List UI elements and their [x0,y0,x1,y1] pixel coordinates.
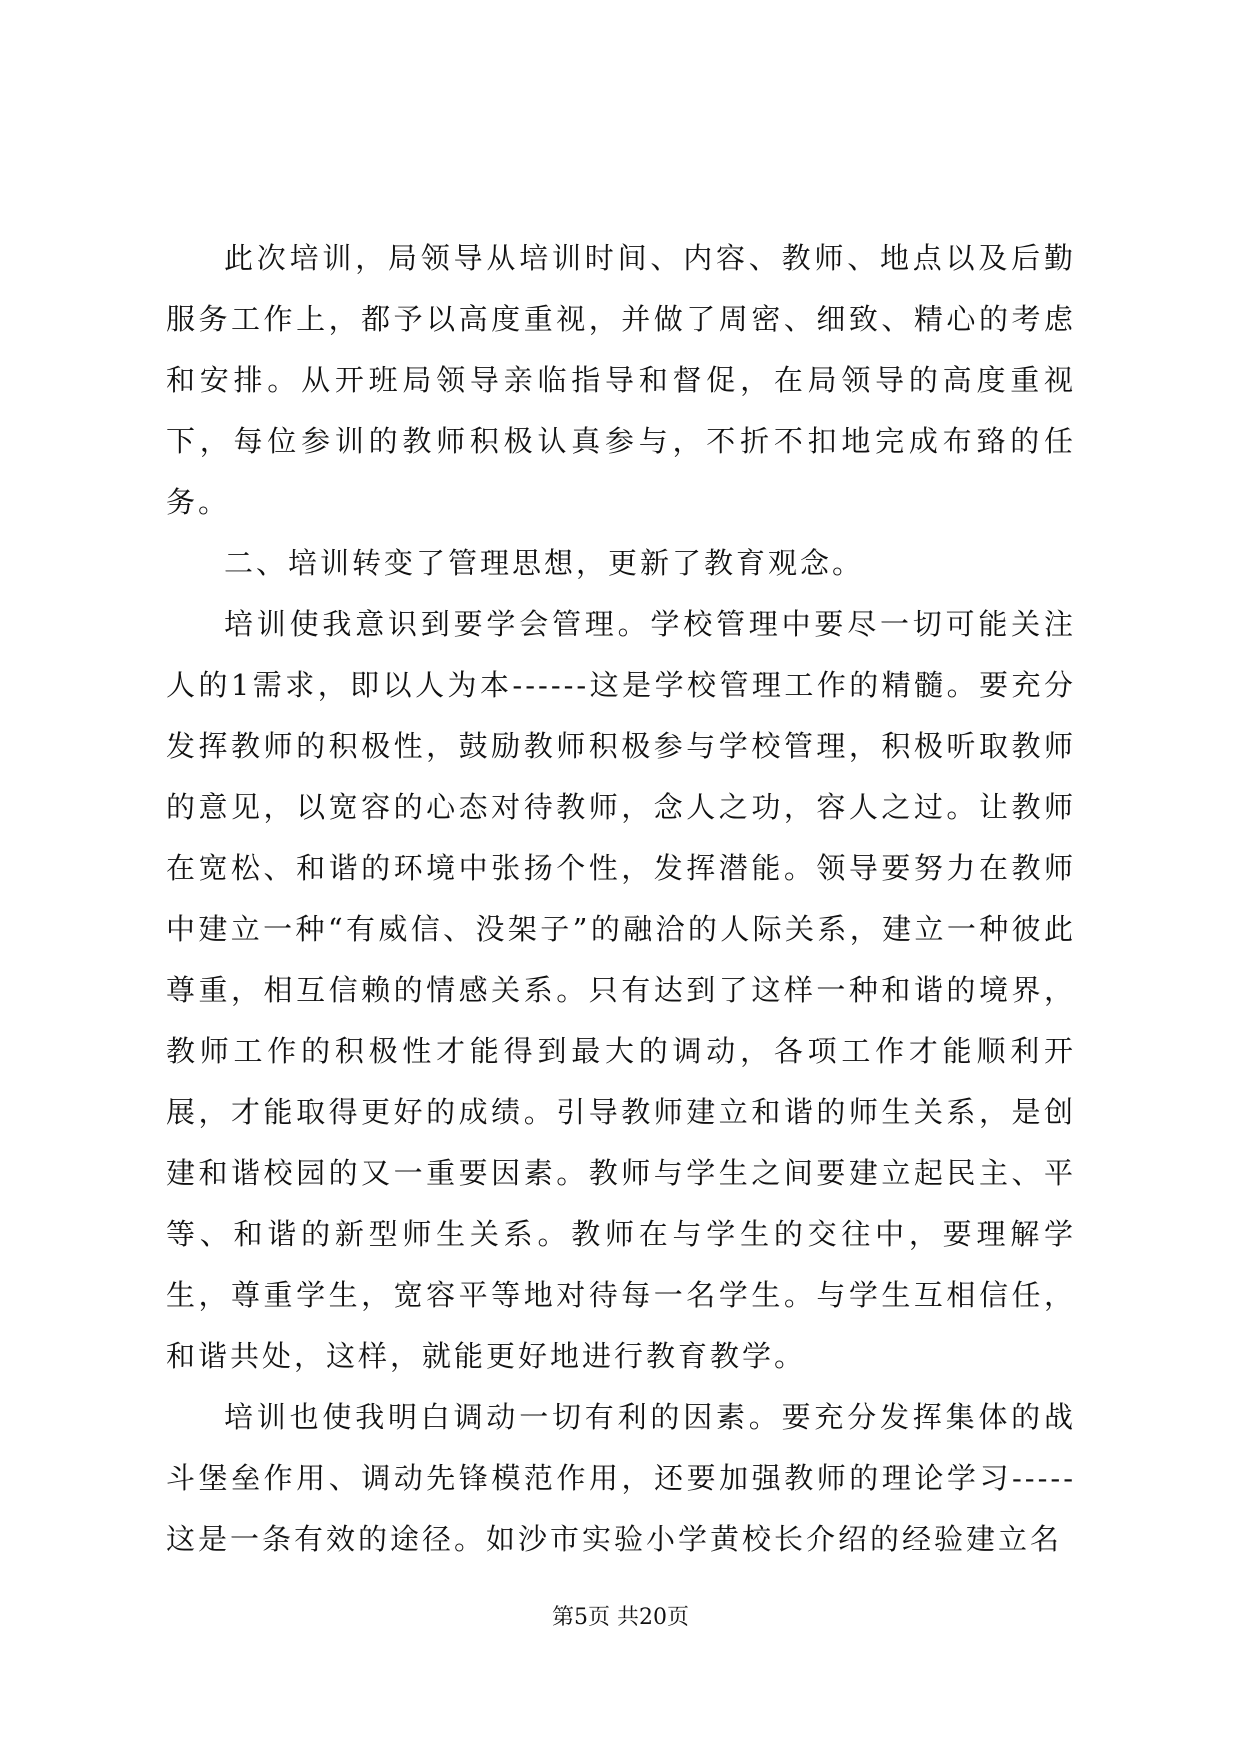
document-body [166,228,1076,1570]
paragraph-mobilize-factors: 培训也使我明白调动一切有利的因素。要充分发挥集体的战斗堡垒作用、调动先锋模范作用，还要加强教师的理论学习-----这是一条有效的途径。如沙市实验小学黄校长介绍的经验建立名 [166,1400,1076,1556]
page-footer: 第5页 共20页 [552,1605,689,1630]
paragraph-training-arrangement: 此次培训，局领导从培训时间、内容、教师、地点以及后勤服务工作上，都予以高度重视，并做了周密、细致、精心的考虑和安排。从开班局领导亲临指导和督促，在局领导的高度重视下，每位参训的教师积极认真参与，不折不扣地完成布臵的任务。 [166,241,1076,519]
paragraph-section-heading: 二、培训转变了管理思想，更新了教育观念。 [224,546,865,580]
paragraph-learn-management: 培训使我意识到要学会管理。学校管理中要尽一切可能关注人的1需求，即以人为本------这是学校管理工作的精髓。要充分发挥教师的积极性，鼓励教师积极参与学校管理，积极听取教师的意见，以宽容的心态对待教师，念人之功，容人之过。让教师在宽松、和谐的环境中张扬个性，发挥潜能。领导要努力在教师中建立一种“有威信、没架子”的融洽的人际关系，建立一种彼此尊重，相互信赖的情感关系。只有达到了这样一种和谐的境界，教师工作的积极性才能得到最大的调动，各项工作才能顺利开展，才能取得更好的成绩。引导教师建立和谐的师生关系，是创建和谐校园的又一重要因素。教师与学生之间要建立起民主、平等、和谐的新型师生关系。教师在与学生的交往中，要理解学生，尊重学生，宽容平等地对待每一名学生。与学生互相信任，和谐共处，这样，就能更好地进行教育教学。 [166,607,1076,1373]
